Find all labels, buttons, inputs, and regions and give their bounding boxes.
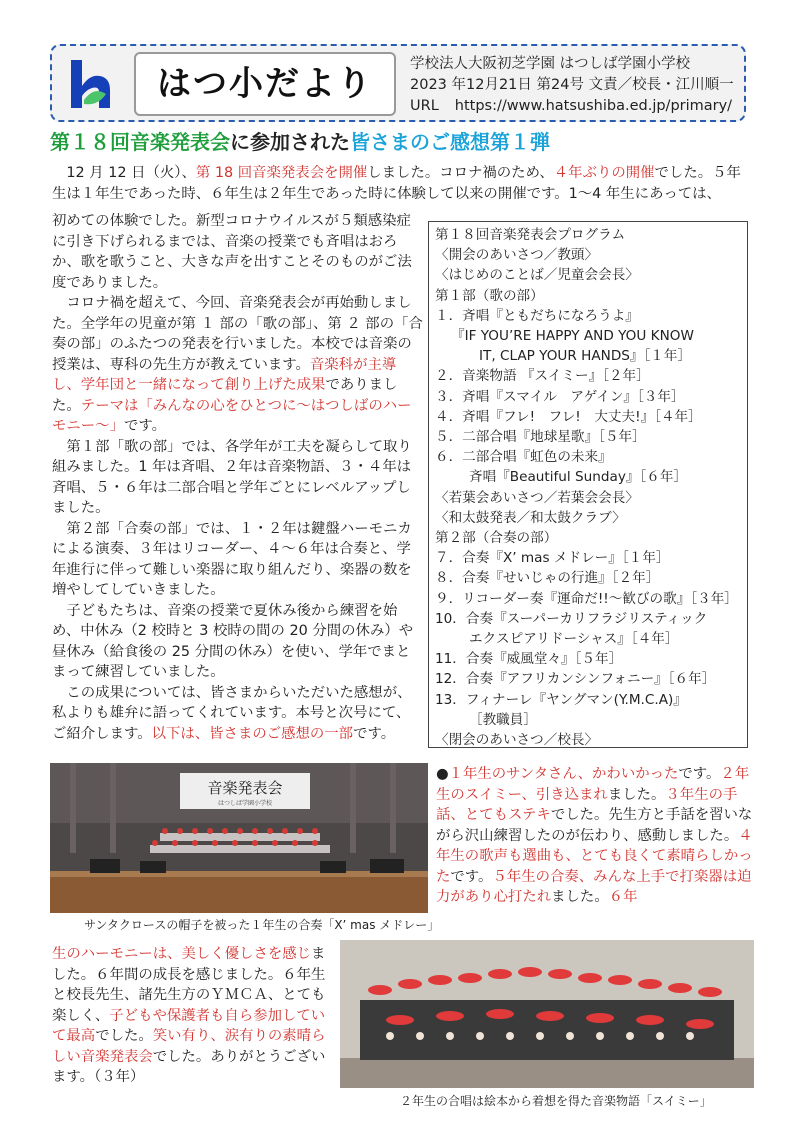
headline-event: 第１８回音楽発表会: [50, 130, 230, 154]
program-line: 11．合奏『威風堂々』［５年］: [435, 651, 623, 668]
photo1-caption: サンタクロースの帽子を被った１年生の合奏「X’ mas メドレー」: [84, 918, 440, 932]
newsletter-header: [50, 44, 746, 122]
newsletter-title: はつ小だより: [134, 52, 396, 116]
program-line: ４．斉唱『フレ! フレ! 大丈夫!』［４年］: [435, 408, 702, 425]
highlighted-text: ３年生の手話、とてもステキ: [436, 786, 738, 823]
program-line: 〈開会のあいさつ／教頭〉: [435, 247, 599, 264]
school-name: 学校法人大阪初芝学園 はつしば学園小学校: [410, 56, 691, 72]
program-line: ２．音楽物語 『スイミー』［２年］: [435, 368, 650, 385]
text-run: ました。６年間の成長を感じました。６年生と校長先生、諸先生方のＹＭＣＡ、とても楽しく、: [52, 946, 326, 1024]
highlighted-text: 第 18 回音楽発表会を開催: [195, 165, 368, 181]
text-run: でした。ありがとうございます。（３年）: [52, 1048, 326, 1085]
stage-banner-subtext: はつしば学園小学校: [217, 800, 273, 807]
highlighted-text: ４年生の歌声も選曲も、とても良くて素晴らしかった: [436, 827, 753, 885]
text-run: です。: [678, 766, 721, 782]
text-run: 12 月 12 日（火）、: [66, 165, 196, 181]
text-run: でした。先生方と手話を習いながら沢山練習したのが伝わり、感動しました。: [436, 807, 753, 844]
program-line: １．斉唱『ともだちになろうよ』: [435, 307, 639, 324]
program-line: 斉唱『Beautiful Sunday』［６年］: [469, 469, 688, 486]
text-run: でした。５年生は１年生であった時、６年生は２年生であった時に体験して以来の開催です。1～4 年生にあっては、: [52, 165, 741, 202]
headline-impressions: 皆さまのご感想第１弾: [350, 130, 550, 154]
program-line: 〈若葉会あいさつ／若葉会会長〉: [435, 489, 639, 506]
program-line: エクスピアリドーシャス』［４年］: [469, 631, 679, 648]
text-run: コロナ禍を超えて、今回、音楽発表会が再始動しました。全学年の児童が第 １ 部の「歌の部」、第 ２ 部の「合奏の部」のふたつの発表を行いました。本校では音楽の授業は、専科の先生方が教えています。: [52, 295, 423, 373]
program-line: 『IF YOU’RE HAPPY AND YOU KNOW: [451, 328, 694, 345]
url-line: [410, 96, 746, 117]
highlighted-text: 音楽科が主導し、学年団と一緒になって創り上げた成果: [52, 356, 397, 393]
program-line: 第１８回音楽発表会プログラム: [435, 227, 626, 243]
program-line: 第２部（合奏の部）: [435, 530, 558, 547]
program-line: 12．合奏『アフリカンシンフォニー』［６年］: [435, 671, 716, 688]
article-paragraph: [52, 683, 424, 745]
highlighted-text: テーマは「みんなの心をひとつに～はつしばのハーモニー～」: [52, 397, 412, 434]
logo-icon: [64, 56, 120, 112]
highlighted-text: １年生のサンタさん、かわいかった: [448, 766, 679, 782]
text-run: ました。: [607, 786, 666, 803]
article-paragraph: [52, 519, 424, 601]
highlighted-text: ２年生のスイミー、引き込まれ: [436, 766, 750, 803]
article-paragraph: [52, 601, 424, 683]
highlighted-text: 子どもや保護者も自ら参加していて最高: [52, 1007, 326, 1044]
highlighted-text: 生のハーモニーは、美しく優しさを感じ: [52, 946, 312, 962]
text-run: でありました。: [52, 377, 398, 414]
program-line: ３．斉唱『スマイル アゲイン』［３年］: [435, 388, 685, 405]
program-line: IT, CLAP YOUR HANDS』［１年］: [479, 348, 692, 365]
choir-photo-illustration: [340, 940, 754, 1088]
article-paragraph: [52, 437, 424, 519]
photo2-caption: ２年生の合唱は絵本から着想を得た音楽物語「スイミー」: [400, 1094, 712, 1108]
program-line: 13．フィナーレ『ヤングマン(Y.M.C.A)』: [435, 691, 687, 708]
school-url[interactable]: https://www.hatsushiba.ed.jp/primary/: [454, 98, 733, 114]
highlighted-text: ４年ぶりの開催: [553, 165, 655, 181]
headline-connector: に参加された: [230, 130, 350, 154]
program-line: 10．合奏『スーパーカリフラジリスティック: [435, 610, 708, 627]
program-line: ［教職員］: [469, 711, 537, 728]
concert-photo-2nd-grade: [340, 940, 754, 1088]
text-run: でした。: [95, 1028, 153, 1044]
stage-banner-text: 音楽発表会: [207, 779, 283, 797]
impression-paragraph-top: [436, 764, 756, 908]
issue-line: 2023 年12月21日 第24号 文責／校長・江川順一: [410, 77, 734, 93]
stage-photo-illustration: [50, 763, 428, 913]
program-line: ７．合奏『X’ mas メドレー』［１年］: [435, 550, 670, 567]
school-logo: [64, 56, 120, 112]
text-run: ●: [436, 766, 449, 782]
text-run: しました。コロナ禍のため、: [367, 165, 554, 181]
program-line: ５．二部合唱『地球星歌』［５年］: [435, 429, 646, 446]
program-line: 〈閉会のあいさつ／校長〉: [435, 732, 599, 749]
highlighted-text: 笑い有り、涙有りの素晴らしい音楽発表会: [52, 1028, 326, 1065]
text-run: ました。: [551, 889, 609, 905]
highlighted-text: 以下は、皆さまのご感想の一部: [151, 725, 354, 742]
text-run: です。: [450, 868, 493, 885]
program-line: 第１部（歌の部）: [435, 287, 544, 304]
article-left-column: [52, 211, 424, 744]
text-run: この成果については、皆さまからいただいた感想が、私よりも雄弁に語ってくれています。本号と次号にて、ご紹介します。: [52, 684, 412, 742]
program-line: ６．二部合唱『虹色の未来』: [435, 449, 612, 466]
highlighted-text: ５年生の合奏、みんな上手で打楽器は迫力があり心打たれ: [436, 868, 752, 905]
text-run: 初めての体験でした。新型コロナウイルスが５類感染症に引き下げられるまでは、音楽の授業でも斉唱はおろか、歌を歌うこと、大きな声を出すことそのものがご法度でありました。: [52, 213, 412, 291]
impression-paragraph-bottom: [52, 944, 336, 1088]
program-box: [428, 221, 748, 748]
program-line: ９．リコーダー奏『運命だ!!～歓びの歌』［３年］: [435, 590, 738, 607]
concert-photo-1st-grade: [50, 763, 428, 913]
text-run: です。: [353, 725, 396, 742]
text-run: 子どもたちは、音楽の授業で夏休み後から練習を始め、中休み（2 校時と 3 校時の間の 20 分間の休み）や昼休み（給食後の 25 分間の休み）を使い、学年でまとまって練習していました。: [52, 602, 414, 680]
text-run: です。: [123, 418, 166, 434]
program-line: ８．合奏『せいじゃの行進』［２年］: [435, 570, 660, 587]
program-line: 〈和太鼓発表／和太鼓クラブ〉: [435, 509, 626, 526]
article-headline: [50, 127, 750, 157]
article-paragraph: [52, 293, 424, 437]
program-line: 〈はじめのことば／児童会会長〉: [435, 267, 639, 284]
article-paragraph: [52, 211, 424, 293]
text-run: 第２部「合奏の部」では、１・２年は鍵盤ハーモニカによる演奏、３年はリコーダー、４～６年は合奏と、学年進行に伴って難しい楽器に取り組んだり、楽器の数を増やしてしていきました。: [52, 520, 412, 598]
school-info: [410, 54, 746, 117]
highlighted-text: ６年: [608, 889, 638, 905]
intro-paragraph: [52, 163, 752, 204]
text-run: 第１部「歌の部」では、各学年が工夫を凝らして取り組みました。1 年は斉唱、２年は音楽物語、３・４年は斉唱、５・６年は二部合唱と学年ごとにレベルアップしました。: [52, 438, 412, 516]
url-label: URL: [410, 98, 439, 114]
